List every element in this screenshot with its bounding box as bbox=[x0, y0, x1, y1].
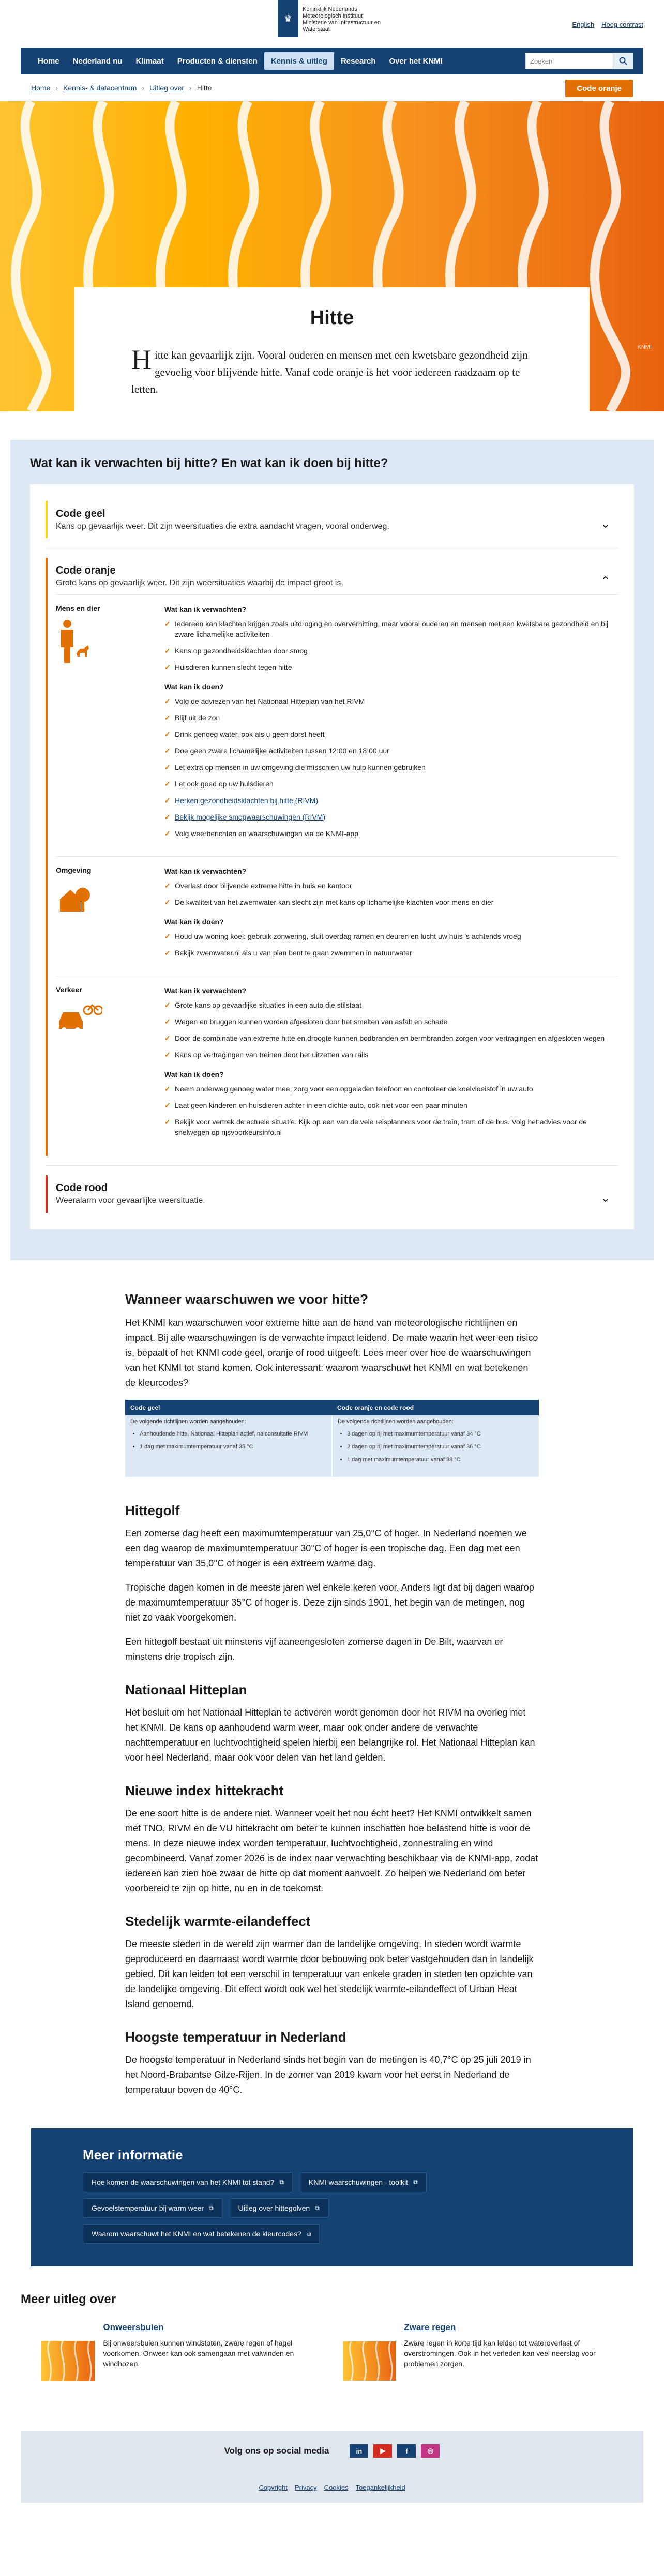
nav-item-klimaat[interactable]: Klimaat bbox=[135, 56, 164, 66]
list-item: ✓ Grote kans op gevaarlijke situaties in een auto die stilstaat bbox=[164, 1000, 618, 1010]
related-cards bbox=[21, 2322, 643, 2400]
heading-when: Wanneer waarschuwen we voor hitte? bbox=[125, 1291, 369, 1307]
expect-list bbox=[164, 619, 618, 672]
list-item: ✓ Kans op gezondheidsklachten door smog bbox=[164, 645, 618, 656]
top-bar bbox=[0, 0, 664, 48]
car-and-bike-icon bbox=[56, 999, 102, 1035]
table-intro: De volgende richtlijnen worden aangehouden: bbox=[338, 1418, 454, 1425]
code-oranje-button[interactable]: Code oranje bbox=[565, 80, 633, 97]
card-text: Bij onweersbuien kunnen windstoten, zware regen of hagel voorkomen. Onweer kan ook samengaan met valwinden en windhozen. bbox=[103, 2339, 294, 2368]
external-link-icon: ⧉ bbox=[306, 2230, 311, 2238]
card-title-link[interactable]: Onweersbuien bbox=[103, 2322, 164, 2332]
category-title: Mens en dier bbox=[56, 604, 100, 612]
knmi-logo[interactable] bbox=[278, 0, 386, 37]
code-rood-subtitle: Weeralarm voor gevaarlijke weersituatie. bbox=[56, 1196, 205, 1205]
person-with-dog-icon bbox=[56, 618, 92, 664]
category-content bbox=[164, 985, 618, 1144]
breadcrumb-home[interactable]: Home bbox=[31, 83, 51, 92]
hero-card-bottom bbox=[74, 411, 590, 440]
list-item: ✓ Volg de adviezen van het Nationaal Hitteplan van het RIVM bbox=[164, 696, 618, 706]
chevron-up-icon[interactable]: ⌃ bbox=[600, 574, 610, 587]
do-list bbox=[164, 1084, 618, 1137]
chip-label: Gevoelstemperatuur bij warm weer bbox=[92, 2204, 204, 2212]
nav-item-home[interactable]: Home bbox=[38, 56, 59, 66]
nav-item-research[interactable]: Research bbox=[340, 56, 376, 66]
warning-criteria-table bbox=[125, 1400, 539, 1477]
social-media bbox=[21, 2444, 643, 2458]
breadcrumb-current: Hitte bbox=[197, 83, 212, 92]
table-list-item: • 1 dag met maximumtemperatuur vanaf 35 °C bbox=[140, 1443, 326, 1452]
category-label bbox=[56, 866, 164, 964]
table-list-item: • 2 dagen op rij met maximumtemperatuur vanaf 36 °C bbox=[347, 1443, 534, 1452]
search-icon bbox=[619, 57, 627, 65]
link-chip[interactable] bbox=[230, 2198, 328, 2218]
chip-label: Hoe komen de waarschuwingen van het KNMI tot stand? bbox=[92, 2178, 275, 2186]
list-item: ✓ Let ook goed op uw huisdieren bbox=[164, 779, 618, 789]
accordion-code-geel[interactable] bbox=[46, 501, 618, 538]
hero-banner bbox=[0, 101, 664, 411]
logo-line2: Meteorologisch Instituut bbox=[303, 13, 363, 19]
list-item: ✓ Laat geen kinderen en huisdieren achter in een dichte auto, ook niet voor een paar minuten bbox=[164, 1100, 618, 1110]
category-content bbox=[164, 604, 618, 845]
youtube-icon[interactable]: ▶ bbox=[373, 2444, 392, 2458]
language-link[interactable]: English bbox=[572, 21, 595, 28]
category-label bbox=[56, 604, 164, 845]
rivm-health-link[interactable]: Herken gezondheidsklachten bij hitte (RIVM) bbox=[175, 796, 319, 805]
logo-line1: Koninklijk Nederlands bbox=[303, 6, 357, 12]
breadcrumb-separator: › bbox=[142, 83, 145, 92]
card-text: Zware regen in korte tijd kan leiden tot wateroverlast of overstromingen. Ook in het verleden kan veel neerslag voor problemen zorgen. bbox=[404, 2339, 596, 2368]
onweer-thumbnail bbox=[41, 2322, 95, 2400]
expect-list bbox=[164, 1000, 618, 1060]
chip-label: Uitleg over hittegolven bbox=[238, 2204, 310, 2212]
link-chip[interactable] bbox=[83, 2172, 293, 2192]
heading-hitteplan: Nationaal Hitteplan bbox=[125, 1682, 247, 1698]
more-info-panel bbox=[31, 2128, 633, 2266]
chevron-down-icon[interactable]: ⌄ bbox=[600, 1192, 610, 1205]
list-item: ✓ Overlast door blijvende extreme hitte in huis en kantoor bbox=[164, 881, 618, 891]
card-title-link[interactable]: Zware regen bbox=[404, 2322, 456, 2332]
logo-text bbox=[298, 0, 386, 33]
nav-item-producten[interactable]: Producten & diensten bbox=[177, 56, 258, 66]
paragraph-hittegolf-2: Tropische dagen komen in de meeste jaren wel enkele keren voor. Anders ligt dat bij dagen waarop de maximumtemperatuur 35°C of hoger is. Deze zijn sinds 1901, het begin van de metingen, nog niet zo vaak voorgekomen. bbox=[125, 1582, 534, 1623]
category-label bbox=[56, 985, 164, 1144]
related-card-regen[interactable] bbox=[343, 2322, 623, 2400]
chip-label: Waarom waarschuwt het KNMI en wat betekenen de kleurcodes? bbox=[92, 2230, 301, 2238]
chip-label: KNMI waarschuwingen - toolkit bbox=[308, 2178, 409, 2186]
crown-emblem-icon: ♛ bbox=[278, 0, 298, 37]
link-chip[interactable] bbox=[300, 2172, 427, 2192]
question-expect: Wat kan ik verwachten? bbox=[164, 986, 247, 995]
do-list bbox=[164, 696, 618, 839]
list-item: ✓ Houd uw woning koel: gebruik zonwering, sluit overdag ramen en deuren en lucht uw huis 's achtends vroeg bbox=[164, 931, 618, 942]
article-body bbox=[125, 1260, 539, 2097]
list-item: ✓ Neem onderweg genoeg water mee, zorg voor een opgeladen telefoon en controleer de koelvloeistof in uw auto bbox=[164, 1084, 618, 1094]
footer bbox=[21, 2431, 643, 2503]
divider bbox=[46, 1165, 618, 1166]
intro-text bbox=[131, 344, 533, 398]
related-title: Meer uitleg over bbox=[21, 2292, 116, 2306]
accordion-code-oranje[interactable] bbox=[46, 558, 618, 1156]
card-body bbox=[396, 2322, 623, 2400]
heading-hittekracht: Nieuwe index hittekracht bbox=[125, 1783, 284, 1798]
warning-section bbox=[10, 440, 654, 1260]
category-mens-en-dier bbox=[56, 594, 618, 850]
breadcrumb bbox=[31, 84, 212, 92]
photo-credit: KNMI bbox=[637, 344, 652, 350]
list-item: ✓ Huisdieren kunnen slecht tegen hitte bbox=[164, 662, 618, 672]
external-link-icon: ⧉ bbox=[209, 2204, 214, 2212]
utility-links bbox=[572, 21, 643, 28]
table-list-item: • 1 dag met maximumtemperatuur vanaf 38 °C bbox=[347, 1456, 534, 1464]
breadcrumb-bar bbox=[21, 74, 643, 101]
paragraph-record: De hoogste temperatuur in Nederland sinds het begin van de metingen is 40,7°C op 25 juli 2019 in het Noord-Brabantse Gilze-Rijen. In de zomer van 2019 kwam voor het eerst in Nederland de temperatuur boven de 40°C. bbox=[125, 2055, 531, 2095]
table-list-item: • Aanhoudende hitte, Nationaal Hitteplan actief, na consultatie RIVM bbox=[140, 1430, 326, 1439]
question-expect: Wat kan ik verwachten? bbox=[164, 605, 247, 613]
category-title: Verkeer bbox=[56, 985, 82, 994]
page-title: Hitte bbox=[310, 307, 354, 329]
card-body bbox=[95, 2322, 321, 2400]
question-expect: Wat kan ik verwachten? bbox=[164, 867, 247, 875]
warning-heading: Wat kan ik verwachten bij hitte? En wat kan ik doen bij hitte? bbox=[30, 456, 388, 470]
rivm-smog-link[interactable]: Bekijk mogelijke smogwaarschuwingen (RIVM) bbox=[175, 813, 325, 821]
table-cell-geel bbox=[125, 1415, 332, 1477]
table-intro: De volgende richtlijnen worden aangehouden: bbox=[130, 1418, 246, 1425]
list-item: ✓ Iedereen kan klachten krijgen zoals uitdroging en oververhitting, maar vooral ouderen en mensen met een kwetsbare gezondheid en bij zware lichamelijke activiteiten bbox=[164, 619, 618, 639]
table-header-geel: Code geel bbox=[125, 1400, 332, 1415]
link-chip[interactable] bbox=[83, 2198, 222, 2218]
list-item: ✓ Let extra op mensen in uw omgeving die misschien uw hulp kunnen gebruiken bbox=[164, 762, 618, 773]
warning-accordion bbox=[30, 484, 634, 1229]
code-oranje-subtitle: Grote kans op gevaarlijk weer. Dit zijn weersituaties waarbij de impact groot is. bbox=[56, 579, 343, 588]
paragraph-warmte-eiland: De meeste steden in de wereld zijn warmer dan de landelijke omgeving. In steden wordt warmte geproduceerd en daarnaast wordt warmte door bebouwing ook beter vastgehouden dan in landelijk gebied. Dit kan leiden tot een verschil in temperatuur van enkele graden in steden ten opzichte van de landelijke omgeving. Dit effect wordt ook wel het stedelijk warmte-eilandeffect of Urban Heat Island genoemd. bbox=[125, 1939, 534, 2009]
nav-item-over[interactable]: Over het KNMI bbox=[389, 56, 443, 66]
list-item: ✓ Kans op vertragingen van treinen door het uitzetten van rails bbox=[164, 1050, 618, 1060]
breadcrumb-separator: › bbox=[55, 83, 58, 92]
chevron-down-icon[interactable]: ⌄ bbox=[600, 517, 610, 530]
facebook-icon[interactable]: f bbox=[397, 2444, 416, 2458]
list-item: ✓ Drink genoeg water, ook als u geen dorst heeft bbox=[164, 729, 618, 739]
search-box bbox=[525, 53, 633, 69]
list-item: ✓ Blijf uit de zon bbox=[164, 713, 618, 723]
accordion-code-rood[interactable] bbox=[46, 1175, 618, 1213]
list-item-link[interactable] bbox=[164, 812, 618, 822]
link-chip[interactable] bbox=[83, 2224, 320, 2244]
dropcap: H bbox=[131, 344, 152, 375]
category-verkeer bbox=[56, 976, 618, 1149]
list-item: ✓ De kwaliteit van het zwemwater kan slecht zijn met kans op lichamelijke klachten voor mens en dier bbox=[164, 897, 618, 907]
regen-thumbnail bbox=[343, 2322, 396, 2400]
more-info-links bbox=[83, 2172, 507, 2244]
search-button[interactable] bbox=[613, 53, 633, 69]
linkedin-icon[interactable]: in bbox=[350, 2444, 368, 2458]
question-do: Wat kan ik doen? bbox=[164, 683, 224, 691]
heading-warmte-eiland: Stedelijk warmte-eilandeffect bbox=[125, 1914, 311, 1929]
social-label: Volg ons op social media bbox=[224, 2446, 329, 2456]
code-geel-title: Code geel bbox=[56, 508, 105, 519]
external-link-icon: ⧉ bbox=[315, 2204, 320, 2212]
list-item: ✓ Door de combinatie van extreme hitte en droogte kunnen bodbranden en bermbranden zorgen voor vertragingen en afgesloten wegen bbox=[164, 1033, 618, 1043]
breadcrumb-separator: › bbox=[189, 83, 192, 92]
category-title: Omgeving bbox=[56, 866, 92, 874]
list-item: ✓ Volg weerberichten en waarschuwingen via de KNMI-app bbox=[164, 828, 618, 839]
related-card-onweer[interactable] bbox=[41, 2322, 321, 2400]
list-item: ✓ Bekijk zwemwater.nl als u van plan bent te gaan zwemmen in natuurwater bbox=[164, 948, 618, 958]
expect-list bbox=[164, 881, 618, 907]
more-info-title: Meer informatie bbox=[83, 2147, 183, 2163]
intro-body: itte kan gevaarlijk zijn. Vooral ouderen en mensen met een kwetsbare gezondheid zijn gevoelig voor blijvende hitte. Vanaf code oranje is het voor iedereen raadzaam op te letten. bbox=[131, 349, 528, 395]
footer-link-cookies[interactable]: Cookies bbox=[324, 2484, 349, 2491]
category-content bbox=[164, 866, 618, 964]
category-omgeving bbox=[56, 856, 618, 969]
hero-card bbox=[74, 287, 590, 411]
paragraph-when: Het KNMI kan waarschuwen voor extreme hitte aan de hand van meteorologische richtlijnen en impact. Bij alle waarschuwingen is de verwachte impact leidend. De mate waarin het weer een risico is, bepaalt of het KNMI code geel, oranje of rood uitgeeft. Lees meer over hoe de waarschuwingen van het KNMI tot stand komen. Ook interessant: waarom waarschuwt het KNMI en wat betekenen de kleurcodes? bbox=[125, 1318, 538, 1388]
question-do: Wat kan ik doen? bbox=[164, 1070, 224, 1078]
instagram-icon[interactable]: ◎ bbox=[421, 2444, 440, 2458]
main-navigation bbox=[21, 48, 643, 74]
footer-links bbox=[21, 2484, 643, 2491]
high-contrast-link[interactable]: Hoog contrast bbox=[601, 21, 643, 28]
paragraph-hittegolf-3: Een hittegolf bestaat uit minstens vijf aaneengesloten zomerse dagen in De Bilt, waarvan er minstens drie tropisch zijn. bbox=[125, 1637, 503, 1662]
table-cell-oranje-rood bbox=[332, 1415, 539, 1477]
list-item-link[interactable] bbox=[164, 795, 618, 806]
heading-hittegolf: Hittegolf bbox=[125, 1503, 180, 1518]
logo-line3: Ministerie van Infrastructuur en Waterstaat bbox=[303, 20, 381, 33]
footer-link-toegankelijkheid[interactable]: Toegankelijkheid bbox=[355, 2484, 405, 2491]
code-rood-title: Code rood bbox=[56, 1182, 108, 1194]
table-header-oranje-rood: Code oranje en code rood bbox=[332, 1400, 539, 1415]
heading-record: Hoogste temperatuur in Nederland bbox=[125, 2029, 346, 2045]
list-item: ✓ Bekijk voor vertrek de actuele situatie. Kijk op een van de vele reisplanners voor de trein, tram of de bus. Volg het advies voor de snelwegen op rijsvoorkeursinfo.nl bbox=[164, 1117, 618, 1137]
nav-item-kennis[interactable]: Kennis & uitleg bbox=[264, 52, 334, 70]
search-input[interactable] bbox=[525, 53, 613, 69]
related-topics bbox=[0, 2266, 664, 2400]
footer-link-copyright[interactable]: Copyright bbox=[259, 2484, 288, 2491]
paragraph-hittegolf-1: Een zomerse dag heeft een maximumtemperatuur van 25,0°C of hoger. In Nederland noemen we een dag waarop de maximumtemperatuur 30°C of hoger is een tropische dag. Een dag met een temperatuur van 35,0°C of hoger is een extreem warme dag. bbox=[125, 1528, 527, 1568]
do-list bbox=[164, 931, 618, 958]
breadcrumb-uitleg[interactable]: Uitleg over bbox=[149, 83, 185, 92]
breadcrumb-kennis[interactable]: Kennis- & datacentrum bbox=[63, 83, 137, 92]
list-item: ✓ Wegen en bruggen kunnen worden afgesloten door het smelten van asfalt en schade bbox=[164, 1016, 618, 1027]
paragraph-hitteplan: Het besluit om het Nationaal Hitteplan te activeren wordt genomen door het RIVM na overleg met het KNMI. De kans op aanhoudend warm weer, maar ook onder andere de verwachte nachttemperatuur en luchtvochtigheid spelen hierbij een belangrijke rol. Het Nationaal Hitteplan kan voor heel Nederland, maar ook voor delen van het land gelden. bbox=[125, 1707, 535, 1763]
list-item: ✓ Doe geen zware lichamelijke activiteiten tussen 12:00 en 18:00 uur bbox=[164, 746, 618, 756]
external-link-icon: ⧉ bbox=[413, 2178, 418, 2186]
table-list-item: • 3 dagen op rij met maximumtemperatuur vanaf 34 °C bbox=[347, 1430, 534, 1439]
code-geel-subtitle: Kans op gevaarlijk weer. Dit zijn weersituaties die extra aandacht vragen, vooral onderweg. bbox=[56, 522, 389, 531]
nav-item-nederland-nu[interactable]: Nederland nu bbox=[72, 56, 123, 66]
paragraph-hittekracht: De ene soort hitte is de andere niet. Wanneer voelt het nou écht heet? Het KNMI ontwikkelt samen met TNO, RIVM en de VU hittekracht om beter te kunnen inschatten hoe belastend hitte is voor de mens. In deze nieuwe index worden temperatuur, luchtvochtigheid, zonnestraling en wind gecombineerd. Vanaf zomer 2026 is de index naar verwachting beschikbaar via de KNMI-app, zodat iedereen kan zien hoe zwaar de hitte op dat moment aanvoelt. Zo helpen we Nederland om beter voorbereid te zijn op hitte, nu en in de toekomst. bbox=[125, 1808, 538, 1893]
question-do: Wat kan ik doen? bbox=[164, 918, 224, 926]
footer-link-privacy[interactable]: Privacy bbox=[294, 2484, 317, 2491]
code-oranje-title: Code oranje bbox=[56, 565, 116, 576]
external-link-icon: ⧉ bbox=[279, 2178, 284, 2186]
house-and-tree-icon bbox=[56, 880, 92, 916]
